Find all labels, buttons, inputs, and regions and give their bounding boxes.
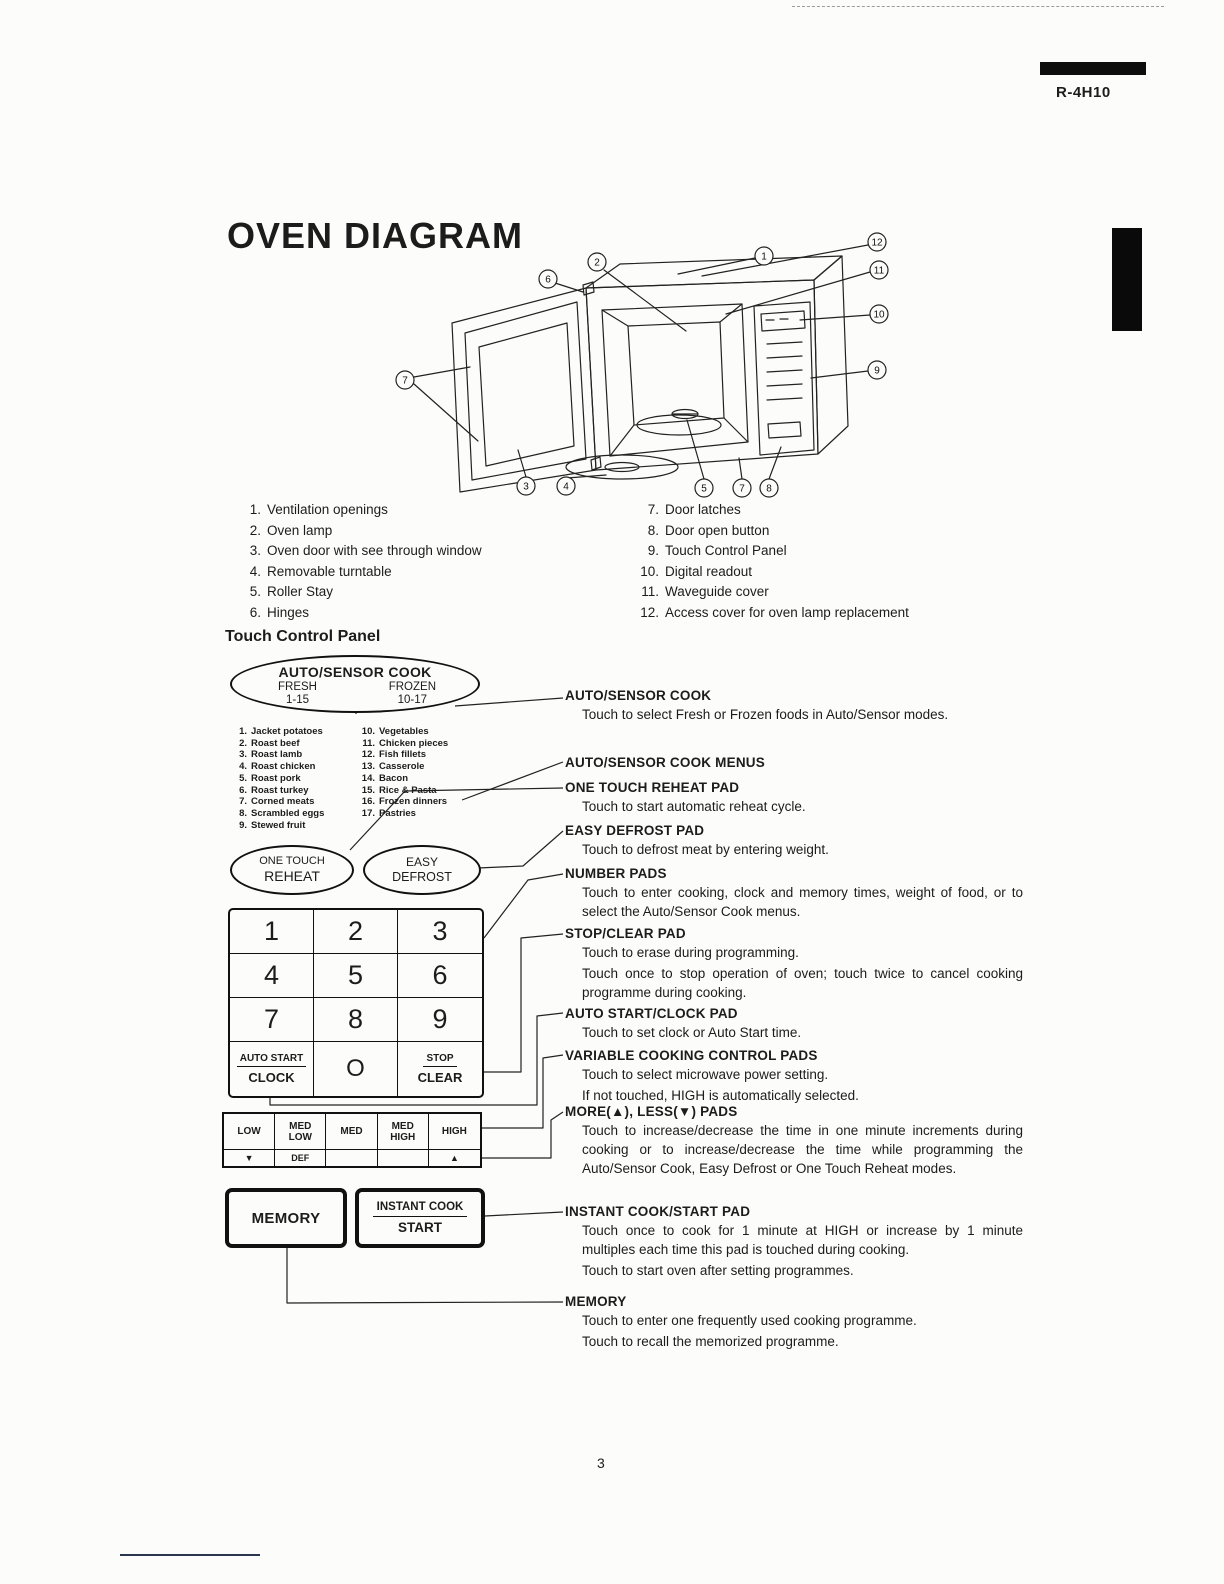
menu-item: 6. Roast turkey — [239, 784, 309, 796]
description-instant-cook-start: INSTANT COOK/START PAD Touch once to cook for 1 minute at HIGH or increase by 1 minute multiples each time this pad is touched during cooking. Touch to start oven after setting programmes. — [565, 1204, 1023, 1278]
part-label: Ventilation openings — [267, 502, 388, 517]
keypad-6: 6 — [398, 954, 482, 998]
part-number: 6. — [249, 604, 261, 620]
oven-diagram-figure — [390, 228, 910, 508]
callout-4 — [557, 477, 575, 495]
svg-text:7: 7 — [402, 375, 408, 387]
callout-7-right — [733, 479, 751, 497]
svg-text:10: 10 — [873, 309, 885, 321]
section-tab — [1112, 228, 1142, 331]
instant-cook-start-pad: INSTANT COOK START — [355, 1188, 485, 1248]
part-number: 8. — [647, 522, 659, 538]
description-number-pads: NUMBER PADS Touch to enter cooking, clock and memory times, weight of food, or to select the Auto/Sensor Cook menus. — [565, 866, 1023, 919]
header-bar — [1040, 62, 1146, 75]
part-item — [243, 582, 482, 603]
part-item — [243, 521, 482, 542]
menu-item: 11. Chicken pieces — [362, 737, 449, 749]
callout-1 — [755, 247, 773, 265]
svg-text:12: 12 — [871, 237, 883, 249]
keypad-2: 2 — [314, 910, 398, 954]
callout-3 — [517, 477, 535, 495]
svg-text:3: 3 — [523, 481, 529, 493]
svg-text:9: 9 — [874, 365, 880, 377]
part-label: Door latches — [665, 502, 741, 517]
menu-item: 3. Roast lamb — [239, 749, 303, 761]
part-label: Removable turntable — [267, 563, 392, 579]
menu-item: 10. Vegetables — [361, 726, 429, 737]
description-auto-sensor-cook: AUTO/SENSOR COOK Touch to select Fresh or Frozen foods in Auto/Sensor modes. — [565, 688, 949, 722]
keypad-0: O — [314, 1042, 398, 1096]
part-number: 4. — [249, 563, 261, 579]
part-item — [632, 521, 909, 542]
callout-11 — [870, 261, 888, 279]
svg-text:11: 11 — [873, 265, 885, 277]
part-number: 12. — [640, 604, 659, 620]
part-item — [632, 582, 909, 603]
model-number: R-4H10 — [1056, 84, 1111, 101]
menu-item: 14. Bacon — [361, 772, 409, 784]
parts-list-right — [632, 500, 909, 623]
digital-readout — [761, 311, 805, 331]
part-number: 9. — [647, 543, 659, 558]
description-auto-sensor-menus: AUTO/SENSOR COOK MENUS — [565, 755, 765, 770]
one-touch-reheat-pad: ONE TOUCH REHEAT — [230, 845, 354, 895]
page-title: OVEN DIAGRAM — [227, 215, 524, 256]
removable-turntable — [566, 455, 678, 479]
svg-text:4: 4 — [563, 481, 569, 493]
part-number: 11. — [641, 584, 659, 599]
menu-item: 4. Roast chicken — [239, 761, 316, 773]
power-level-pads — [222, 1112, 482, 1168]
keypad-7: 7 — [230, 998, 314, 1042]
description-variable-cooking: VARIABLE COOKING CONTROL PADS Touch to select microwave power setting. If not touched, HIGH is automatically selected. — [565, 1048, 859, 1103]
keypad-9: 9 — [398, 998, 482, 1042]
part-item — [243, 562, 482, 583]
part-number: 7. — [647, 502, 659, 517]
part-label: Touch Control Panel — [665, 543, 787, 558]
menu-item: 16. Frozen dinners — [361, 796, 448, 808]
description-memory: MEMORY Touch to enter one frequently used cooking programme. Touch to recall the memorized programme. — [565, 1294, 917, 1349]
part-number: 5. — [249, 584, 261, 599]
callout-9 — [868, 361, 886, 379]
part-label: Door open button — [665, 522, 770, 538]
callout-5 — [695, 479, 713, 497]
fresh-range: FRESH 1-15 — [278, 681, 317, 706]
menu-item: 1. Jacket potatoes — [239, 726, 323, 737]
footer-line — [120, 1554, 260, 1556]
menu-item: 17. Pastries — [361, 807, 416, 819]
menu-item: 8. Scrambled eggs — [239, 807, 325, 819]
part-number: 3. — [249, 543, 261, 558]
door-window — [479, 323, 574, 466]
callout-6 — [539, 270, 557, 288]
memory-pad: MEMORY — [225, 1188, 347, 1248]
keypad-8: 8 — [314, 998, 398, 1042]
part-item — [243, 500, 482, 521]
easy-defrost-pad: EASY DEFROST — [363, 845, 481, 895]
frozen-range: FROZEN 10-17 — [388, 681, 436, 706]
menu-item: 9. Stewed fruit — [239, 819, 306, 831]
menu-item: 13. Casserole — [361, 761, 425, 773]
part-label: Waveguide cover — [665, 584, 769, 599]
oven-cavity — [602, 304, 748, 456]
scan-dashed-line — [792, 6, 1164, 7]
stop-clear-pad: STOP CLEAR — [417, 1053, 463, 1085]
part-label: Digital readout — [665, 563, 753, 579]
svg-text:6: 6 — [545, 274, 551, 286]
power-pad-high: HIGH ▲ — [429, 1114, 480, 1166]
part-item — [243, 603, 482, 624]
page-number: 3 — [597, 1455, 605, 1471]
description-easy-defrost: EASY DEFROST PAD Touch to defrost meat by entering weight. — [565, 823, 829, 857]
keypad-5: 5 — [314, 954, 398, 998]
svg-text:2: 2 — [594, 257, 600, 269]
auto-sensor-cook-label: AUTO/SENSOR COOK — [278, 664, 432, 680]
description-one-touch-reheat: ONE TOUCH REHEAT PAD Touch to start automatic reheat cycle. — [565, 780, 806, 814]
door-open-button — [768, 422, 801, 438]
callout-10 — [870, 305, 888, 323]
part-label: Oven door with see through window — [267, 543, 482, 558]
callout-2 — [588, 253, 606, 271]
part-item — [632, 603, 909, 624]
part-label: Access cover for oven lamp replacement — [665, 604, 909, 620]
part-item — [632, 562, 909, 583]
part-item — [632, 541, 909, 562]
power-pad-med: MED — [326, 1114, 377, 1166]
parts-list-left — [243, 500, 482, 623]
part-number: 1. — [249, 502, 261, 517]
part-label: Roller Stay — [267, 584, 334, 599]
svg-text:7: 7 — [739, 483, 745, 495]
callout-7-left — [396, 371, 414, 389]
menus-column-1 — [233, 726, 357, 831]
auto-start-clock-pad: AUTO START CLOCK — [230, 1042, 314, 1096]
part-number: 10. — [640, 563, 659, 579]
menu-item: 12. Fish fillets — [361, 749, 426, 761]
keypad-3: 3 — [398, 910, 482, 954]
auto-sensor-cook-pad — [230, 655, 480, 713]
section-title: Touch Control Panel — [225, 628, 381, 645]
menu-item: 2. Roast beef — [239, 737, 300, 749]
menus-column-2 — [357, 726, 448, 831]
description-stop-clear: STOP/CLEAR PAD Touch to erase during programming. Touch once to stop operation of oven; touch twice to cancel cooking programme during cooking. — [565, 926, 1023, 1000]
less-arrow-icon: ▼ — [224, 1149, 274, 1166]
svg-text:8: 8 — [766, 483, 772, 495]
power-pad-med-high: MED HIGH — [378, 1114, 429, 1166]
auto-sensor-cook-menus — [233, 726, 448, 831]
menu-item: 5. Roast pork — [239, 772, 301, 784]
keypad-4: 4 — [230, 954, 314, 998]
callout-8 — [760, 479, 778, 497]
callout-12 — [868, 233, 886, 251]
svg-text:5: 5 — [701, 483, 707, 495]
description-auto-start-clock: AUTO START/CLOCK PAD Touch to set clock or Auto Start time. — [565, 1006, 802, 1040]
description-more-less: MORE(▲), LESS(▼) PADS Touch to increase/decrease the time in one minute increments during cooking or to increase/decrease the time while programming the Auto/Sensor Cook, Easy Defrost or One Touch Reheat modes. — [565, 1104, 1023, 1176]
menu-item: 7. Corned meats — [239, 796, 315, 808]
part-label: Hinges — [267, 604, 310, 620]
power-pad-low: LOW ▼ — [224, 1114, 275, 1166]
number-keypad — [228, 908, 484, 1098]
menu-item: 15. Rice & Pasta — [361, 784, 437, 796]
keypad-1: 1 — [230, 910, 314, 954]
power-pad-med-low: MED LOW DEF — [275, 1114, 326, 1166]
part-label: Oven lamp — [267, 522, 333, 538]
more-arrow-icon: ▲ — [429, 1149, 480, 1166]
part-item — [243, 541, 482, 562]
part-item — [632, 500, 909, 521]
oven-side — [814, 256, 848, 454]
part-number: 2. — [249, 522, 261, 538]
svg-text:1: 1 — [761, 251, 767, 263]
